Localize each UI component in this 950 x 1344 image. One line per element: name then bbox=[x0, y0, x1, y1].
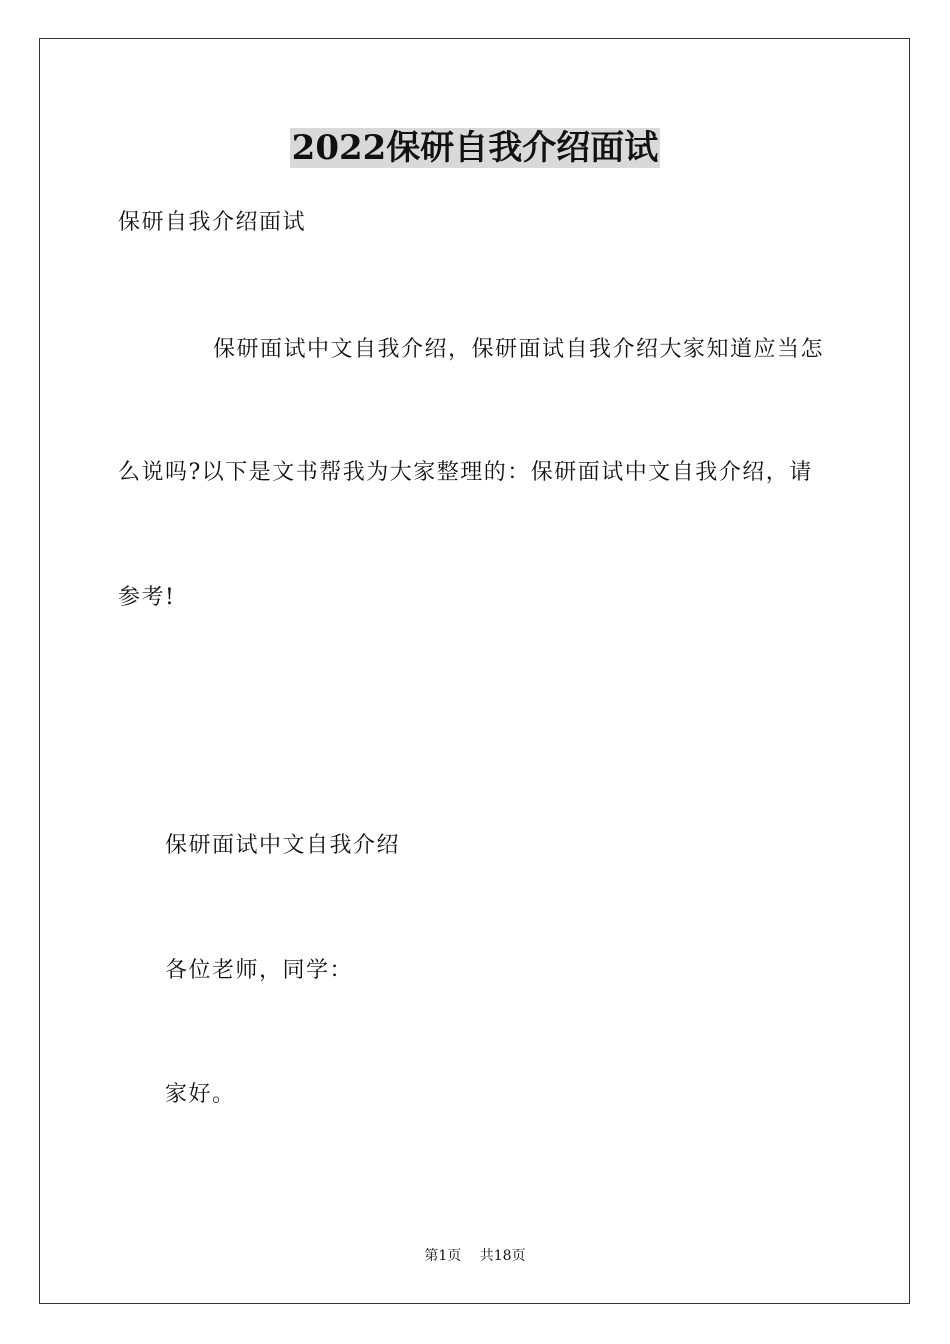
salutation: 家好。 bbox=[165, 1082, 236, 1107]
document-title bbox=[0, 128, 950, 168]
section-heading: 保研面试中文自我介绍 bbox=[165, 833, 401, 858]
intro-line-1: 保研面试中文自我介绍，保研面试自我介绍大家知道应当怎 bbox=[213, 337, 825, 362]
page-number-total: 共18页 bbox=[479, 1248, 526, 1264]
greeting: 各位老师，同学： bbox=[165, 958, 354, 983]
subtitle: 保研自我介绍面试 bbox=[118, 210, 307, 235]
page-footer bbox=[0, 1247, 950, 1265]
title-text: 2022保研自我介绍面试 bbox=[291, 128, 659, 168]
intro-line-2: 么说吗?以下是文书帮我为大家整理的：保研面试中文自我介绍，请 bbox=[118, 460, 813, 485]
page-number-current: 第1页 bbox=[424, 1248, 462, 1264]
intro-line-3: 参考! bbox=[118, 585, 176, 610]
